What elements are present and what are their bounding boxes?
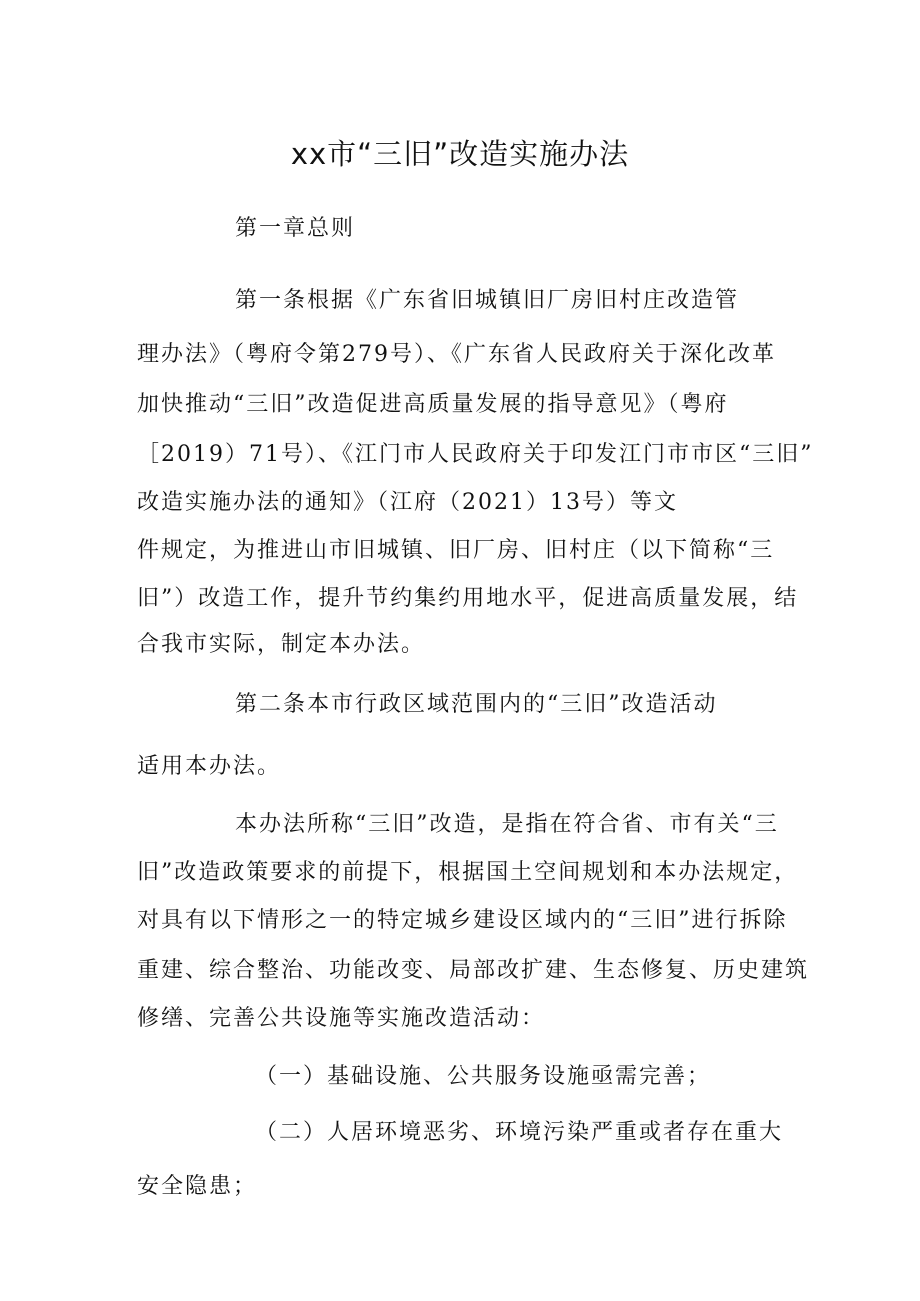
paragraph-line: 本办法所称“三旧”改造，是指在符合省、市有关“三 xyxy=(235,812,779,837)
paragraph-line: 理办法》（粤府令第279号）、《广东省人民政府关于深化改革 xyxy=(137,342,776,367)
paragraph-line: 重建、综合整治、功能改变、局部改扩建、生态修复、历史建筑 xyxy=(137,958,810,983)
paragraph-line: 改造实施办法的通知》（江府（2021）13号）等文 xyxy=(137,490,678,515)
list-item: （一）基础设施、公共服务设施亟需完善； xyxy=(255,1064,712,1089)
paragraph-line: 第一条根据《广东省旧城镇旧厂房旧村庄改造管 xyxy=(235,288,740,313)
paragraph-line: 旧”改造政策要求的前提下，根据国土空间规划和本办法规定， xyxy=(137,860,799,885)
paragraph-line: 合我市实际，制定本办法。 xyxy=(137,632,426,657)
paragraph-line: 第二条本市行政区域范围内的“三旧”改造活动 xyxy=(235,692,718,717)
paragraph-line: 件规定，为推进山市旧城镇、旧厂房、旧村庄（以下简称“三 xyxy=(137,538,775,563)
paragraph-line: 对具有以下情形之一的特定城乡建设区域内的“三旧”进行拆除 xyxy=(137,908,788,933)
paragraph-line: 加快推动“三旧”改造促进高质量发展的指导意见》（粤府 xyxy=(137,392,729,417)
paragraph-line: 旧”）改造工作，提升节约集约用地水平，促进高质量发展，结 xyxy=(137,586,799,611)
list-item: （二）人居环境恶劣、环境污染严重或者存在重大 xyxy=(255,1120,784,1145)
chapter-heading: 第一章总则 xyxy=(235,216,356,241)
paragraph-line: 适用本办法。 xyxy=(137,754,282,779)
paragraph-line: ［2019）71号）、《江门市人民政府关于印发江门市市区“三旧” xyxy=(137,442,814,467)
paragraph-line: 修缮、完善公共设施等实施改造活动： xyxy=(137,1006,546,1031)
list-item-continuation: 安全隐患； xyxy=(137,1174,258,1199)
document-title: xx市“三旧”改造实施办法 xyxy=(290,137,630,171)
